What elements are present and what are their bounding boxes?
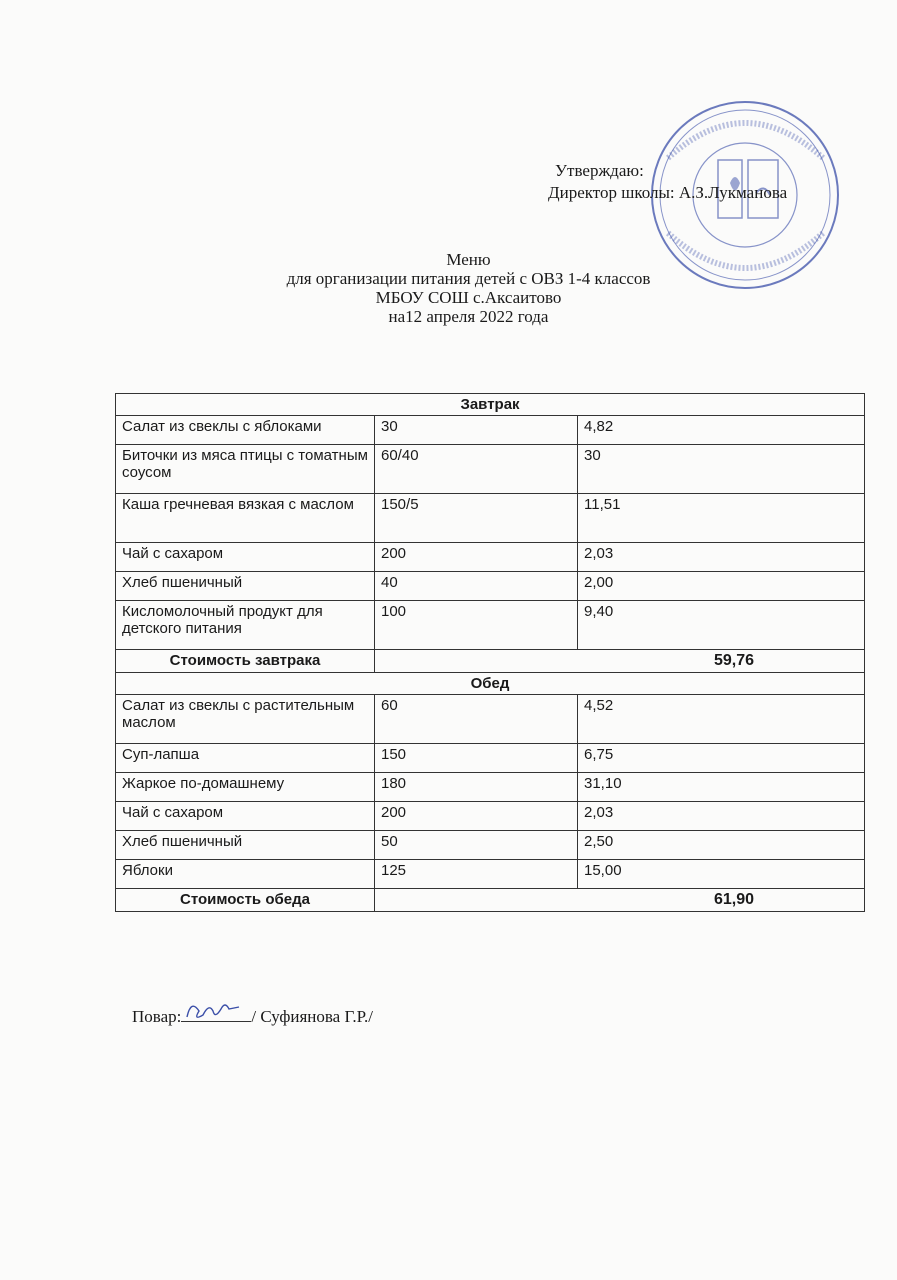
dish-name: Салат из свеклы с растительным маслом (116, 695, 375, 744)
dish-portion: 40 (375, 572, 578, 601)
breakfast-total-row (116, 650, 865, 673)
dish-portion: 150/5 (375, 494, 578, 543)
table-row (116, 802, 865, 831)
lunch-total-label: Стоимость обеда (116, 889, 375, 912)
dish-price: 4,82 (578, 416, 865, 445)
table-row (116, 831, 865, 860)
dish-price: 2,50 (578, 831, 865, 860)
dish-name: Чай с сахаром (116, 543, 375, 572)
dish-price: 4,52 (578, 695, 865, 744)
dish-portion: 200 (375, 802, 578, 831)
dish-portion: 30 (375, 416, 578, 445)
lunch-header-row (116, 673, 865, 695)
table-row (116, 445, 865, 494)
document-title (0, 250, 897, 326)
dish-price: 15,00 (578, 860, 865, 889)
dish-price: 30 (578, 445, 865, 494)
title-line-2: для организации питания детей с ОВЗ 1-4 классов (286, 269, 651, 288)
table-row (116, 744, 865, 773)
dish-portion: 200 (375, 543, 578, 572)
lunch-total-row (116, 889, 865, 912)
signature-scribble (181, 993, 251, 1023)
dish-portion: 125 (375, 860, 578, 889)
dish-price: 6,75 (578, 744, 865, 773)
breakfast-total-label: Стоимость завтрака (116, 650, 375, 673)
cook-label: Повар: (132, 1007, 182, 1026)
dish-price: 9,40 (578, 601, 865, 650)
dish-name: Салат из свеклы с яблоками (116, 416, 375, 445)
table-row (116, 494, 865, 543)
title-line-1: Меню (446, 250, 491, 269)
approval-line-2: Директор школы: А.З.Лукманова (548, 183, 788, 202)
menu-table (115, 393, 865, 912)
dish-portion: 100 (375, 601, 578, 650)
cook-name: / Суфиянова Г.Р./ (251, 1007, 373, 1026)
breakfast-header-row (116, 394, 865, 416)
table-row (116, 695, 865, 744)
dish-price: 11,51 (578, 494, 865, 543)
dish-price: 2,00 (578, 572, 865, 601)
dish-name: Яблоки (116, 860, 375, 889)
dish-portion: 60/40 (375, 445, 578, 494)
table-row (116, 543, 865, 572)
dish-price: 2,03 (578, 543, 865, 572)
table-row (116, 860, 865, 889)
title-line-3: МБОУ СОШ с.Аксаитово (375, 288, 562, 307)
dish-name: Каша гречневая вязкая с маслом (116, 494, 375, 543)
dish-name: Хлеб пшеничный (116, 572, 375, 601)
dish-price: 2,03 (578, 802, 865, 831)
table-row (116, 572, 865, 601)
dish-portion: 180 (375, 773, 578, 802)
lunch-header: Обед (116, 673, 865, 695)
dish-portion: 150 (375, 744, 578, 773)
approval-block (548, 160, 787, 204)
dish-name: Суп-лапша (116, 744, 375, 773)
table-row (116, 601, 865, 650)
dish-price: 31,10 (578, 773, 865, 802)
table-row (116, 773, 865, 802)
signature (181, 1003, 251, 1022)
dish-portion: 50 (375, 831, 578, 860)
cook-signature-line (132, 1003, 373, 1027)
table-row (116, 416, 865, 445)
title-line-4: на12 апреля 2022 года (388, 307, 549, 326)
dish-name: Жаркое по-домашнему (116, 773, 375, 802)
breakfast-total-value: 59,76 (375, 650, 865, 673)
approval-line-1: Утверждаю: (555, 161, 644, 180)
dish-name: Кисломолочный продукт для детского питания (116, 601, 375, 650)
breakfast-header: Завтрак (116, 394, 865, 416)
dish-portion: 60 (375, 695, 578, 744)
lunch-total-value: 61,90 (375, 889, 865, 912)
dish-name: Хлеб пшеничный (116, 831, 375, 860)
dish-name: Биточки из мяса птицы с томатным соусом (116, 445, 375, 494)
dish-name: Чай с сахаром (116, 802, 375, 831)
